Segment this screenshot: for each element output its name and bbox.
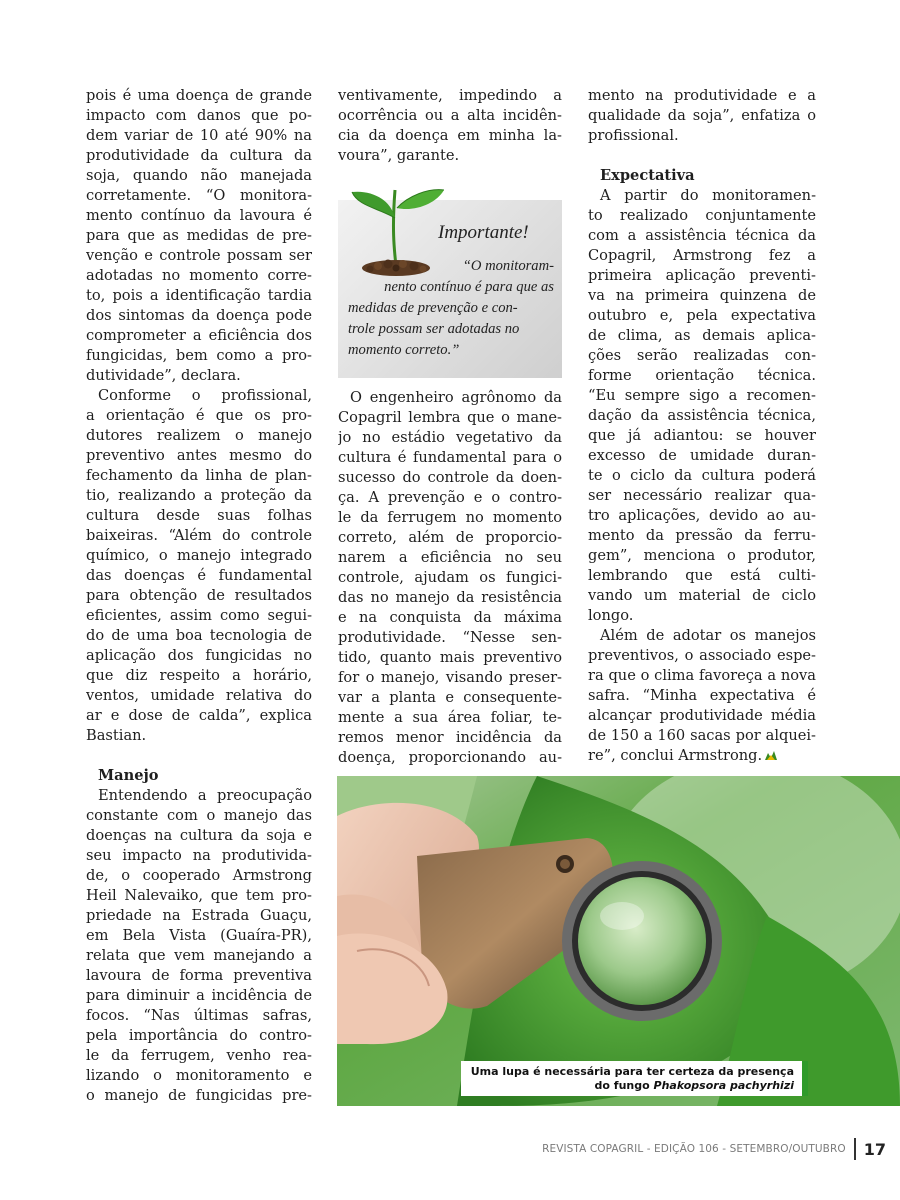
col3-paragraph-c xyxy=(588,626,816,766)
text-line: doenças na cultura da soja e xyxy=(86,827,312,844)
col2-paragraph-a xyxy=(338,86,562,166)
text-line: pela importância do contro- xyxy=(86,1027,312,1044)
text-line: fechamento da linha de plan- xyxy=(86,467,312,484)
text-line: produtividade. “Nesse sen- xyxy=(338,629,562,646)
text-line: ça. A prevenção e o contro- xyxy=(338,489,562,506)
caption-species: Phakopsora pachyrhizi xyxy=(653,1079,794,1092)
text-line: das doenças é fundamental xyxy=(86,567,312,584)
text-line: longo. xyxy=(588,607,634,624)
section-heading-manejo: Manejo xyxy=(98,767,159,784)
text-line: para obtenção de resultados xyxy=(86,587,312,604)
text-line: jo no estádio vegetativo da xyxy=(338,429,562,446)
text-line: mento na produtividade e a xyxy=(588,87,816,104)
caption-line-2 xyxy=(471,1079,794,1093)
text-line: produtividade da cultura da xyxy=(86,147,312,164)
text-line: controle, ajudam os fungici- xyxy=(338,569,562,586)
text-line: para que as medidas de pre- xyxy=(86,227,312,244)
text-line: de, o cooperado Armstrong xyxy=(86,867,312,884)
text-line: do de uma boa tecnologia de xyxy=(86,627,312,644)
text-line: remos menor incidência da xyxy=(338,729,562,746)
quote-line: trole possam ser adotadas no xyxy=(348,321,520,337)
text-line: cia da doença em minha la- xyxy=(338,127,562,144)
text-line: ventos, umidade relativa do xyxy=(86,687,312,704)
text-line: dação da assistência técnica, xyxy=(588,407,816,424)
page-footer xyxy=(542,1138,886,1160)
text-line: correto, além de proporcio- xyxy=(338,529,562,546)
text-line: cultura desde suas folhas xyxy=(86,507,312,524)
text-line: tio, realizando a proteção da xyxy=(86,487,312,504)
col1-paragraph-c xyxy=(86,786,312,1106)
text-line: ser necessário realizar qua- xyxy=(588,487,816,504)
text-line: lembrando que está culti- xyxy=(588,567,816,584)
col3-paragraph-a xyxy=(588,86,816,146)
text-line: forme orientação técnica. xyxy=(588,367,816,384)
text-line: comprometer a eficiência dos xyxy=(86,327,312,344)
quote-line: “O monitoram- xyxy=(462,258,554,274)
caption-prefix: do fungo xyxy=(594,1079,654,1092)
text-line: ventivamente, impedindo a xyxy=(338,87,562,104)
text-line: dutores realizem o manejo xyxy=(86,427,312,444)
quote-line: medidas de prevenção e con- xyxy=(348,300,518,316)
text-line: O engenheiro agrônomo da xyxy=(350,389,562,406)
text-line: dos sintomas da doença pode xyxy=(86,307,312,324)
text-line: que diz respeito a horário, xyxy=(86,667,312,684)
quote-line: nento contínuo é para que as xyxy=(384,279,554,295)
text-line: alcançar produtividade média xyxy=(588,707,816,724)
text-line: Além de adotar os manejos xyxy=(600,627,816,644)
text-line: ocorrência ou a alta incidên- xyxy=(338,107,562,124)
text-line: com a assistência técnica da xyxy=(588,227,816,244)
text-line: seu impacto na produtivida- xyxy=(86,847,312,864)
text-line: dem variar de 10 até 90% na xyxy=(86,127,312,144)
text-line: das no manejo da resistência xyxy=(338,589,562,606)
text-line: impacto com danos que po- xyxy=(86,107,312,124)
text-line: profissional. xyxy=(588,127,679,144)
text-line: ar e dose de calda”, explica xyxy=(86,707,312,724)
text-line: le da ferrugem, venho rea- xyxy=(86,1047,312,1064)
text-line: vando um material de ciclo xyxy=(588,587,816,604)
section-heading-expectativa: Expectativa xyxy=(600,167,695,184)
text-line: relata que vem manejando a xyxy=(86,947,312,964)
magnifier-photo xyxy=(337,776,900,1106)
photo-caption xyxy=(461,1061,808,1096)
text-line: constante com o manejo das xyxy=(86,807,312,824)
col1-paragraph-b xyxy=(86,386,312,746)
text-line: mente a sua área foliar, te- xyxy=(338,709,562,726)
text-line: var a planta e consequente- xyxy=(338,689,562,706)
text-line: ções serão realizadas con- xyxy=(588,347,816,364)
page-number: 17 xyxy=(863,1139,886,1159)
text-line: soja, quando não manejada xyxy=(86,167,312,184)
text-line: Bastian. xyxy=(86,727,147,744)
text-line: a orientação é que os pro- xyxy=(86,407,312,424)
text-line: to realizado conjuntamente xyxy=(588,207,816,224)
text-line: dutividade”, declara. xyxy=(86,367,241,384)
column-1 xyxy=(86,86,312,1106)
text-line: outubro e, pela expectativa xyxy=(588,307,816,324)
column-3 xyxy=(588,86,816,766)
text-line: adotadas no momento corre- xyxy=(86,267,312,284)
text-line: cultura é fundamental para o xyxy=(338,449,562,466)
text-line xyxy=(588,746,816,766)
text-line: safra. “Minha expectativa é xyxy=(588,687,816,704)
text-line: venção e controle possam ser xyxy=(86,247,312,264)
text-line: primeira aplicação preventi- xyxy=(588,267,816,284)
text-line: qualidade da soja”, enfatiza o xyxy=(588,107,816,124)
text-line: eficientes, assim como segui- xyxy=(86,607,312,624)
text-line: Conforme o profissional, xyxy=(98,387,312,404)
footer-divider xyxy=(854,1138,856,1160)
text-line: tido, quanto mais preventivo xyxy=(338,649,562,666)
important-callout xyxy=(338,178,562,378)
text-line: voura”, garante. xyxy=(338,147,460,164)
text-line: va na primeira quinzena de xyxy=(588,287,816,304)
text-line: excesso de umidade duran- xyxy=(588,447,816,464)
text-line: preventivo antes mesmo do xyxy=(86,447,312,464)
text-line: Heil Nalevaiko, que tem pro- xyxy=(86,887,312,904)
text-line: priedade na Estrada Guaçu, xyxy=(86,907,312,924)
text-line: aplicação dos fungicidas no xyxy=(86,647,312,664)
text-line: Entendendo a preocupação xyxy=(98,787,312,804)
text-line: fungicidas, bem como a pro- xyxy=(86,347,312,364)
text-line: que já adiantou: se houver xyxy=(588,427,816,444)
text-line: gem”, menciona o produtor, xyxy=(588,547,816,564)
footer-publication: REVISTA COPAGRIL - EDIÇÃO 106 - SETEMBRO/OUTUBRO xyxy=(542,1143,846,1155)
text-line: narem a eficiência no seu xyxy=(338,549,562,566)
text-line: te o ciclo da cultura poderá xyxy=(588,467,816,484)
text-line: químico, o manejo integrado xyxy=(86,547,312,564)
text-line: Copagril lembra que o mane- xyxy=(338,409,562,426)
text-line: o manejo de fungicidas pre- xyxy=(86,1087,312,1104)
text-line: A partir do monitoramen- xyxy=(600,187,816,204)
text-line-end: re”, conclui Armstrong. xyxy=(588,747,763,764)
text-line: for o manejo, visando preser- xyxy=(338,669,562,686)
text-line: e na conquista da máxima xyxy=(338,609,562,626)
callout-title: Importante! xyxy=(438,222,529,243)
text-line: baixeiras. “Além do controle xyxy=(86,527,312,544)
text-line: tro aplicações, devido ao au- xyxy=(588,507,816,524)
text-line: de 150 a 160 sacas por alquei- xyxy=(588,727,816,744)
text-line: “Eu sempre sigo a recomen- xyxy=(588,387,816,404)
text-line: pois é uma doença de grande xyxy=(86,87,312,104)
text-line: sucesso do controle da doen- xyxy=(338,469,562,486)
text-line: ra que o clima favoreça a nova xyxy=(588,667,816,684)
text-line: corretamente. “O monitora- xyxy=(86,187,312,204)
caption-line-1: Uma lupa é necessária para ter certeza da presença xyxy=(470,1065,794,1078)
text-line: le da ferrugem no momento xyxy=(338,509,562,526)
text-line: Copagril, Armstrong fez a xyxy=(588,247,816,264)
end-mark-icon xyxy=(764,749,778,761)
magnifier-photo-image xyxy=(337,776,900,1106)
col3-paragraph-b xyxy=(588,186,816,626)
text-line: lavoura de forma preventiva xyxy=(86,967,312,984)
text-line: mento da pressão da ferru- xyxy=(588,527,816,544)
col1-paragraph-a xyxy=(86,86,312,386)
text-line: para diminuir a incidência de xyxy=(86,987,312,1004)
callout-quote xyxy=(348,256,554,361)
text-line: mento contínuo da lavoura é xyxy=(86,207,312,224)
text-line: preventivos, o associado espe- xyxy=(588,647,816,664)
text-line: focos. “Nas últimas safras, xyxy=(86,1007,312,1024)
quote-line: momento correto.” xyxy=(348,342,460,358)
col2-paragraph-b xyxy=(338,388,562,768)
text-line: em Bela Vista (Guaíra-PR), xyxy=(86,927,312,944)
text-line: doença, proporcionando au- xyxy=(338,749,562,766)
text-line: de clima, as demais aplica- xyxy=(588,327,816,344)
text-line: to, pois a identificação tardia xyxy=(86,287,312,304)
text-line: lizando o monitoramento e xyxy=(86,1067,312,1084)
